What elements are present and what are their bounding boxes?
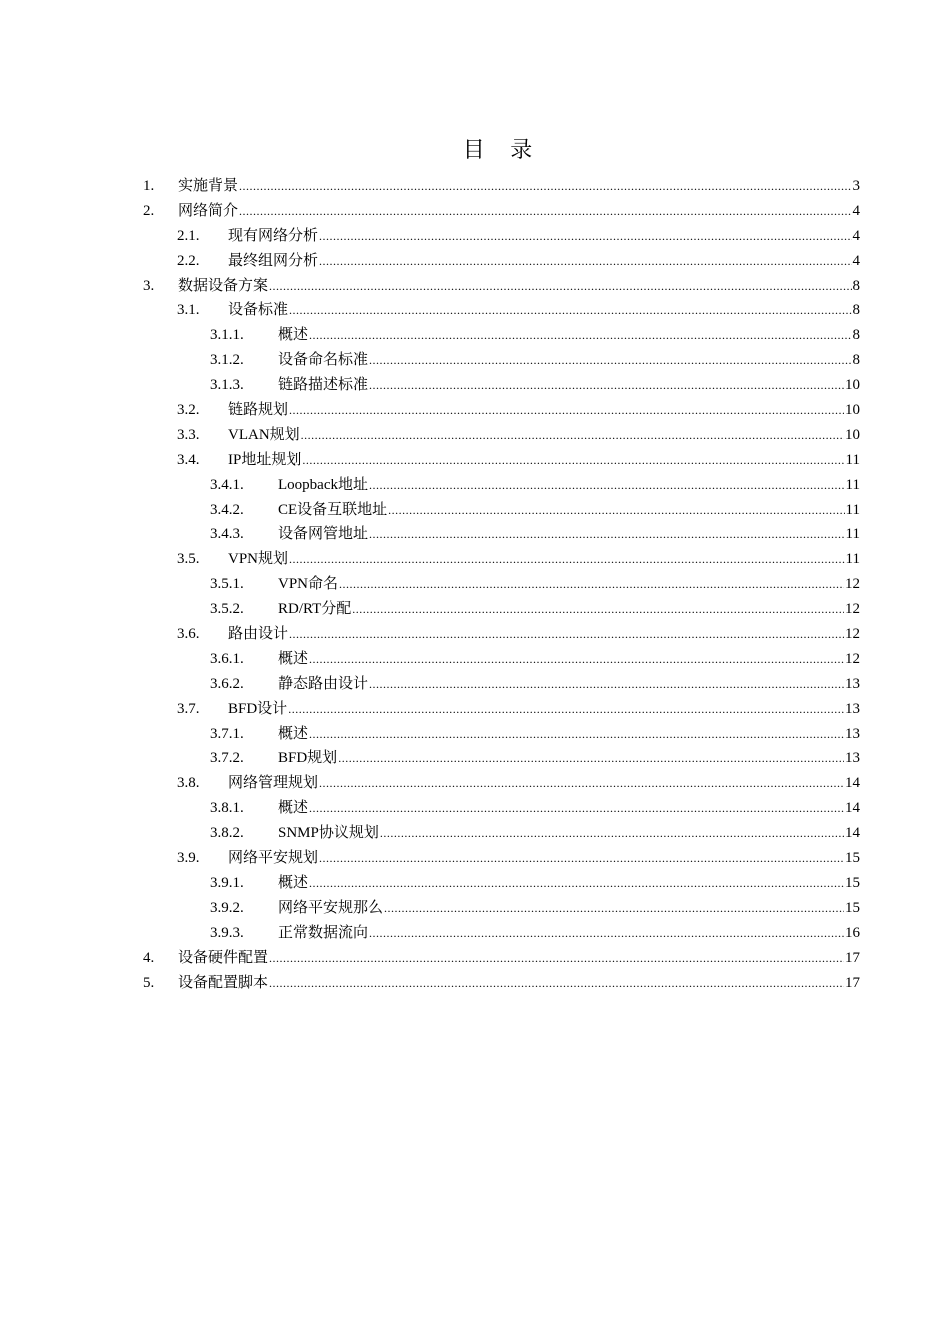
- toc-entry-page-number: 15: [845, 899, 860, 916]
- toc-entry-title: 数据设备方案: [178, 277, 269, 294]
- toc-entry-title: 链路规划: [228, 402, 289, 419]
- toc-entry-page-number: 11: [845, 451, 860, 468]
- toc-dot-leader: [388, 498, 844, 523]
- toc-entry-number: 3.4.2.: [210, 501, 244, 518]
- toc-dot-leader: [269, 971, 844, 996]
- toc-entry[interactable]: [143, 298, 860, 323]
- toc-entry-title: 设备标准: [228, 302, 289, 319]
- toc-entry[interactable]: [143, 946, 860, 971]
- toc-entry-title: 设备硬件配置: [178, 949, 269, 966]
- toc-entry-page-number: 11: [845, 526, 860, 543]
- toc-dot-leader: [309, 796, 844, 821]
- toc-entry-page-number: 12: [845, 650, 860, 667]
- toc-entry[interactable]: [143, 348, 860, 373]
- toc-entry[interactable]: [143, 498, 860, 523]
- toc-entry-page-number: 8: [852, 352, 860, 369]
- toc-dot-leader: [269, 274, 851, 299]
- toc-entry-title: 网络管理规划: [228, 775, 319, 792]
- toc-entry-number: 3.1.2.: [210, 352, 244, 369]
- toc-entry-title: SNMP协议规划: [278, 825, 379, 842]
- toc-entry[interactable]: [143, 597, 860, 622]
- toc-entry[interactable]: [143, 746, 860, 771]
- toc-entry-page-number: 15: [845, 850, 860, 867]
- toc-entry-page-number: 4: [852, 227, 860, 244]
- toc-entry-number: 3.5.1.: [210, 576, 244, 593]
- toc-dot-leader: [369, 473, 845, 498]
- toc-entry-page-number: 8: [852, 277, 860, 294]
- toc-entry[interactable]: [143, 821, 860, 846]
- toc-dot-leader: [309, 647, 844, 672]
- toc-entry-title: RD/RT分配: [278, 601, 352, 618]
- toc-entry-title: VPN规划: [228, 551, 289, 568]
- toc-title: 目 录: [462, 137, 543, 162]
- toc-entry-page-number: 10: [845, 402, 860, 419]
- toc-entry-number: 3.9.2.: [210, 899, 244, 916]
- toc-dot-leader: [369, 921, 844, 946]
- toc-entry-number: 3.4.3.: [210, 526, 244, 543]
- toc-entry-number: 3.: [143, 277, 155, 294]
- toc-entry-number: 5.: [143, 974, 155, 991]
- toc-dot-leader: [302, 448, 844, 473]
- toc-entry-number: 3.4.: [177, 451, 200, 468]
- toc-dot-leader: [309, 871, 844, 896]
- toc-entry-title: 设备命名标准: [278, 352, 369, 369]
- toc-entry[interactable]: [143, 672, 860, 697]
- toc-entry-number: 3.6.2.: [210, 675, 244, 692]
- toc-entry[interactable]: [143, 622, 860, 647]
- toc-entry-title: 最终组网分析: [228, 252, 319, 269]
- toc-entry[interactable]: [143, 323, 860, 348]
- toc-entry-title: 实施背景: [178, 178, 239, 194]
- toc-list: [143, 174, 860, 995]
- toc-entry-number: 3.9.3.: [210, 924, 244, 941]
- toc-dot-leader: [369, 373, 844, 398]
- toc-entry-title: 正常数据流向: [278, 924, 369, 941]
- toc-dot-leader: [338, 746, 844, 771]
- toc-entry[interactable]: [143, 846, 860, 871]
- toc-entry-number: 3.6.: [177, 626, 200, 643]
- toc-dot-leader: [269, 946, 844, 971]
- toc-dot-leader: [319, 846, 844, 871]
- toc-dot-leader: [319, 249, 851, 274]
- toc-entry[interactable]: [143, 647, 860, 672]
- toc-entry[interactable]: [143, 373, 860, 398]
- toc-entry-page-number: 10: [845, 426, 860, 443]
- toc-entry-title: 静态路由设计: [278, 675, 369, 692]
- toc-entry-number: 1.: [143, 178, 155, 194]
- toc-dot-leader: [239, 199, 851, 224]
- toc-dot-leader: [289, 622, 844, 647]
- toc-entry-title: IP地址规划: [228, 451, 302, 468]
- toc-entry[interactable]: [143, 771, 860, 796]
- toc-entry-title: 路由设计: [228, 626, 289, 643]
- toc-dot-leader: [339, 572, 844, 597]
- toc-entry-title: 链路描述标准: [278, 377, 369, 394]
- toc-entry-page-number: 4: [852, 202, 860, 219]
- toc-entry-number: 2.: [143, 202, 155, 219]
- toc-entry-number: 3.8.2.: [210, 825, 244, 842]
- toc-entry-page-number: 8: [852, 327, 860, 344]
- toc-dot-leader: [384, 896, 844, 921]
- toc-entry-number: 3.9.1.: [210, 874, 244, 891]
- toc-entry-title: 概述: [278, 874, 309, 891]
- toc-entry-page-number: 13: [845, 675, 860, 692]
- toc-entry[interactable]: [143, 697, 860, 722]
- toc-entry-title: 概述: [278, 725, 309, 742]
- toc-entry-title: 网络平安规那么: [278, 899, 384, 916]
- toc-entry-title: 概述: [278, 800, 309, 817]
- toc-entry-page-number: 17: [845, 949, 860, 966]
- toc-entry[interactable]: [143, 871, 860, 896]
- toc-entry-title: VPN命名: [278, 576, 339, 593]
- toc-entry-title: Loopback地址: [278, 476, 368, 493]
- toc-entry-page-number: 14: [845, 775, 860, 792]
- toc-entry[interactable]: [143, 522, 860, 547]
- toc-entry-title: 概述: [278, 327, 309, 344]
- toc-entry-title: BFD设计: [228, 700, 288, 717]
- toc-entry-number: 4.: [143, 949, 155, 966]
- toc-entry-number: 3.3.: [177, 426, 200, 443]
- toc-entry-page-number: 14: [845, 825, 860, 842]
- toc-entry-number: 3.5.: [177, 551, 200, 568]
- toc-entry-number: 3.8.1.: [210, 800, 244, 817]
- toc-entry-page-number: 11: [845, 476, 860, 493]
- toc-entry-page-number: 12: [845, 576, 860, 593]
- toc-entry[interactable]: [143, 572, 860, 597]
- toc-entry-page-number: 17: [845, 974, 860, 991]
- toc-entry-number: 3.1.: [177, 302, 200, 319]
- toc-dot-leader: [301, 423, 844, 448]
- toc-entry-title: CE设备互联地址: [278, 501, 388, 518]
- toc-entry[interactable]: [143, 896, 860, 921]
- toc-dot-leader: [289, 547, 845, 572]
- toc-entry[interactable]: [143, 971, 860, 996]
- toc-entry-page-number: 13: [845, 750, 860, 767]
- toc-entry-title: 概述: [278, 650, 309, 667]
- toc-dot-leader: [309, 323, 851, 348]
- toc-entry[interactable]: [143, 199, 860, 224]
- toc-entry[interactable]: [143, 722, 860, 747]
- toc-entry[interactable]: [143, 473, 860, 498]
- toc-entry-number: 3.2.: [177, 402, 200, 419]
- toc-dot-leader: [319, 771, 844, 796]
- toc-dot-leader: [288, 697, 844, 722]
- toc-dot-leader: [319, 224, 851, 249]
- toc-entry-number: 3.1.3.: [210, 377, 244, 394]
- toc-entry-number: 2.1.: [177, 227, 200, 244]
- toc-entry[interactable]: [143, 398, 860, 423]
- toc-entry-number: 3.1.1.: [210, 327, 244, 344]
- toc-dot-leader: [380, 821, 844, 846]
- toc-entry[interactable]: [143, 448, 860, 473]
- toc-entry-title: 现有网络分析: [228, 227, 319, 244]
- toc-entry-page-number: 13: [845, 700, 860, 717]
- toc-entry-title: 设备网管地址: [278, 526, 369, 543]
- toc-entry-title: BFD规划: [278, 750, 338, 767]
- toc-entry-number: 3.5.2.: [210, 601, 244, 618]
- toc-entry-page-number: 12: [845, 601, 860, 618]
- toc-entry-title: VLAN规划: [228, 426, 300, 443]
- toc-entry-number: 3.7.1.: [210, 725, 244, 742]
- toc-entry-page-number: 4: [852, 252, 860, 269]
- toc-entry-page-number: 14: [845, 800, 860, 817]
- toc-dot-leader: [289, 298, 851, 323]
- toc-dot-leader: [239, 174, 851, 199]
- toc-entry-number: 3.7.: [177, 700, 200, 717]
- toc-entry-page-number: 16: [845, 924, 860, 941]
- toc-entry-number: 3.7.2.: [210, 750, 244, 767]
- toc-entry-title: 设备配置脚本: [178, 974, 269, 991]
- toc-dot-leader: [369, 348, 851, 373]
- toc-dot-leader: [352, 597, 844, 622]
- toc-entry-number: 3.8.: [177, 775, 200, 792]
- toc-entry-number: 3.9.: [177, 850, 200, 867]
- toc-entry-page-number: 8: [852, 302, 860, 319]
- toc-dot-leader: [369, 672, 844, 697]
- toc-entry-page-number: 10: [845, 377, 860, 394]
- toc-entry[interactable]: [143, 423, 860, 448]
- toc-entry-page-number: 12: [845, 626, 860, 643]
- toc-entry-number: 3.6.1.: [210, 650, 244, 667]
- toc-dot-leader: [309, 722, 844, 747]
- toc-entry-page-number: 3: [852, 178, 860, 194]
- toc-entry-page-number: 11: [845, 551, 860, 568]
- toc-entry[interactable]: [143, 921, 860, 946]
- toc-entry[interactable]: [143, 174, 860, 199]
- toc-entry-number: 3.4.1.: [210, 476, 244, 493]
- toc-entry-title: 网络简介: [178, 202, 239, 219]
- toc-entry[interactable]: [143, 249, 860, 274]
- toc-entry[interactable]: [143, 796, 860, 821]
- toc-entry-number: 2.2.: [177, 252, 200, 269]
- toc-entry[interactable]: [143, 547, 860, 572]
- toc-dot-leader: [289, 398, 844, 423]
- toc-entry-title: 网络平安规划: [228, 850, 319, 867]
- toc-entry-page-number: 15: [845, 874, 860, 891]
- toc-dot-leader: [369, 522, 845, 547]
- toc-entry-page-number: 13: [845, 725, 860, 742]
- toc-entry-page-number: 11: [845, 501, 860, 518]
- toc-entry[interactable]: [143, 274, 860, 299]
- toc-entry[interactable]: [143, 224, 860, 249]
